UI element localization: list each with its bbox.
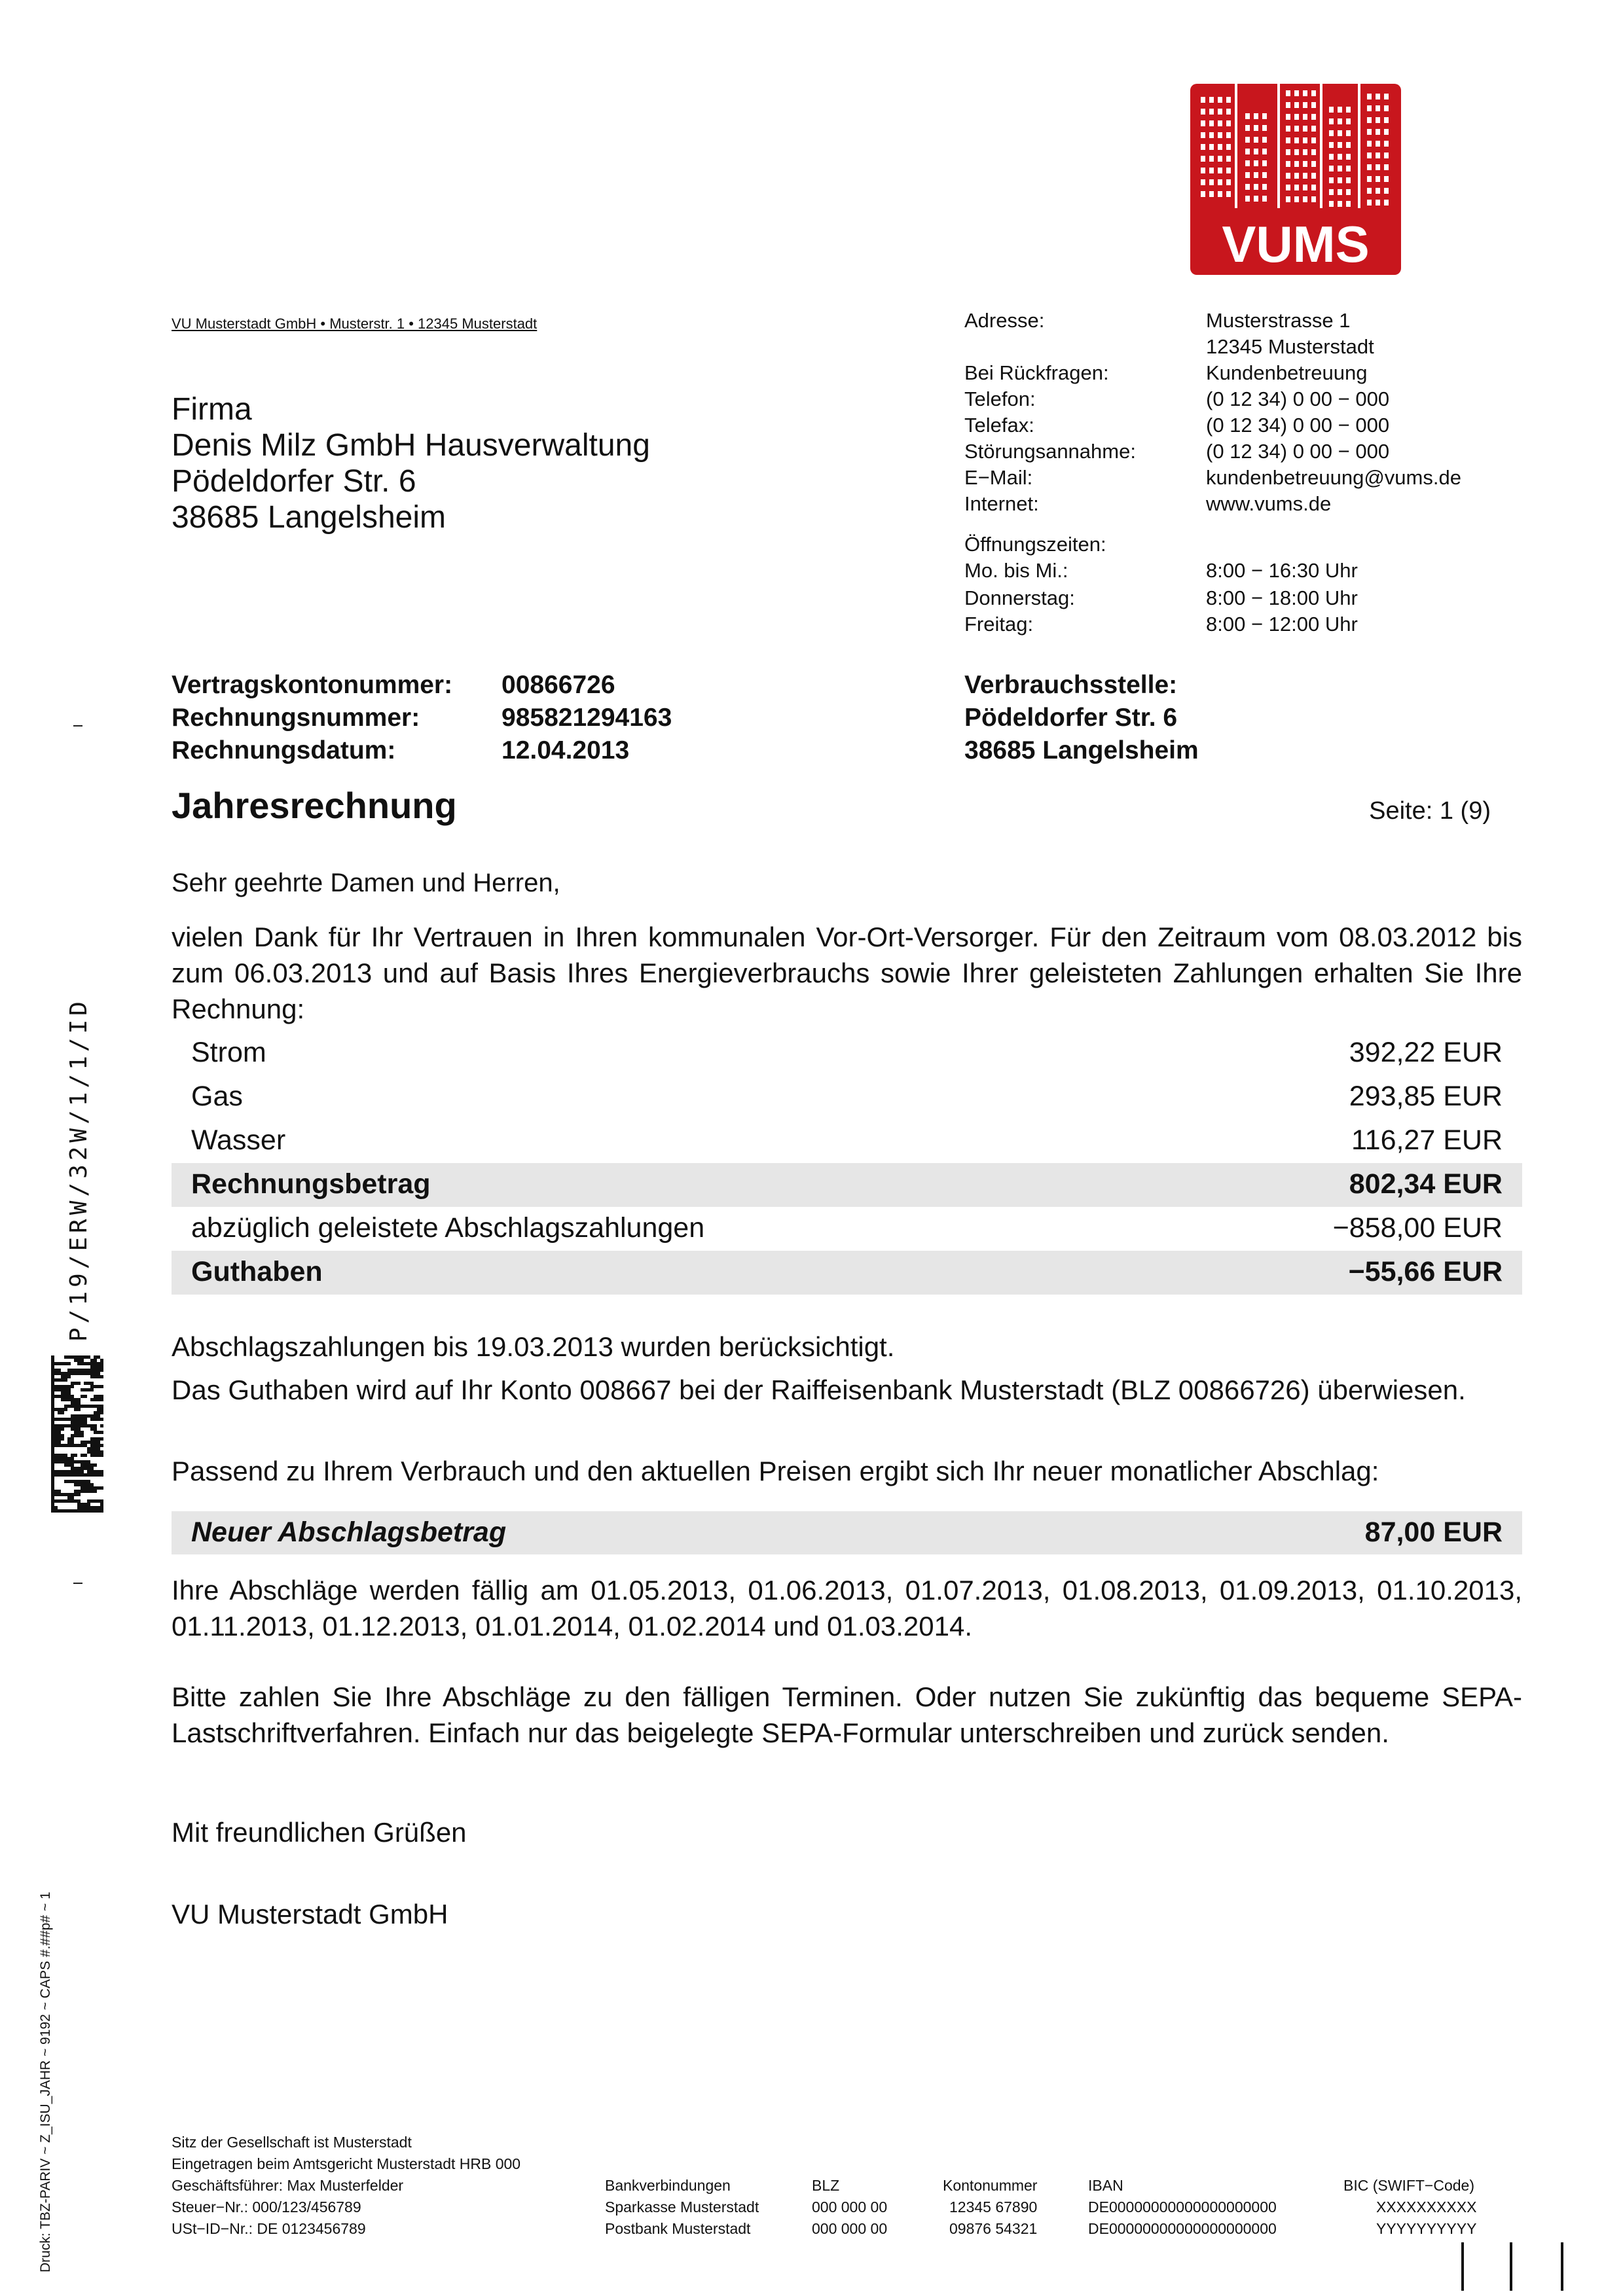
contact-label: Bei Rückfragen: (964, 361, 1109, 384)
contact-value: (0 12 34) 0 00 − 000 (1206, 387, 1390, 410)
footer-bank-header: Bankverbindungen (605, 2177, 731, 2194)
print-note: Druck: TBZ-PARIV ~ Z_ISU_JAHR ~ 9192 ~ CAPS #.##p# ~ 1 (38, 1892, 53, 2272)
contact-label: Telefon: (964, 387, 1036, 410)
contact-label: Mo. bis Mi.: (964, 559, 1068, 582)
footer-bank-iban: DE00000000000000000000 (1088, 2198, 1277, 2215)
amount-label: Wasser (191, 1124, 286, 1156)
footer-bank-header: BLZ (812, 2177, 840, 2194)
contract-account-number: 00866726 (501, 671, 615, 699)
omr-mark (1510, 2242, 1512, 2291)
contact-label: E−Mail: (964, 466, 1033, 489)
contact-label: Öffnungszeiten: (964, 533, 1106, 556)
amount-label: Rechnungsbetrag (191, 1168, 431, 1200)
recipient-line: 38685 Langelsheim (172, 500, 446, 535)
consumption-point-label: Verbrauchsstelle: (964, 671, 1178, 699)
recipient-address (172, 391, 650, 535)
footer-bank-header: Kontonummer (943, 2177, 1038, 2194)
invoice-total-row (172, 1163, 1522, 1207)
contact-label: Freitag: (964, 613, 1034, 636)
fold-mark (73, 725, 82, 726)
amount-row (172, 1207, 1522, 1251)
recipient-line: Firma (172, 392, 252, 427)
amount-label: Gas (191, 1081, 243, 1112)
amount-value: 293,85 EUR (1349, 1081, 1503, 1112)
recipient-line: Denis Milz GmbH Hausverwaltung (172, 428, 650, 463)
amounts-table (172, 1031, 1522, 1295)
consumption-point-street: Pödeldorfer Str. 6 (964, 704, 1178, 732)
email-link[interactable]: kundenbetreuung@vums.de (1206, 466, 1461, 489)
footer-bank-name: Postbank Musterstadt (605, 2220, 751, 2237)
contact-label: Adresse: (964, 309, 1045, 332)
contact-label: Internet: (964, 492, 1039, 515)
footer-bank-bic: XXXXXXXXXX (1376, 2198, 1477, 2215)
amount-row (172, 1119, 1522, 1163)
contact-value: Musterstrasse 1 (1206, 309, 1351, 332)
data-matrix-code (51, 1355, 103, 1513)
closing: Mit freundlichen Grüßen (172, 1817, 467, 1848)
reference-label: Rechnungsdatum: (172, 736, 396, 764)
footer-company-line: Geschäftsführer: Max Musterfelder (172, 2177, 404, 2194)
footer-bank-account: 09876 54321 (949, 2220, 1038, 2237)
footer-bank-header: BIC (SWIFT−Code) (1343, 2177, 1475, 2194)
vums-logo (1190, 84, 1401, 275)
contact-label: Telefax: (964, 414, 1034, 437)
amount-value: −55,66 EUR (1348, 1256, 1503, 1287)
amount-value: 802,34 EUR (1349, 1168, 1503, 1200)
new-rate-value: 87,00 EUR (1364, 1516, 1503, 1548)
footer-bank-account: 12345 67890 (949, 2198, 1038, 2215)
reference-label: Rechnungsnummer: (172, 704, 420, 732)
website-link[interactable]: www.vums.de (1206, 492, 1332, 515)
new-rate-label: Neuer Abschlagsbetrag (191, 1516, 507, 1548)
fold-mark (73, 1583, 82, 1584)
signature: VU Musterstadt GmbH (172, 1899, 448, 1929)
side-code (65, 997, 105, 1342)
contact-label: Donnerstag: (964, 586, 1075, 609)
footer-company-line: Sitz der Gesellschaft ist Musterstadt (172, 2134, 412, 2151)
footer-bank-header: IBAN (1088, 2177, 1123, 2194)
contact-value: (0 12 34) 0 00 − 000 (1206, 414, 1390, 437)
recipient-line: Pödeldorfer Str. 6 (172, 464, 416, 499)
contact-value: 8:00 − 16:30 Uhr (1206, 559, 1358, 582)
new-rate-note: Passend zu Ihrem Verbrauch und den aktuellen Preisen ergibt sich Ihr neuer monatlicher Abschlag: (172, 1456, 1379, 1486)
invoice-number: 985821294163 (501, 704, 672, 732)
omr-mark (1561, 2242, 1563, 2291)
reference-label: Vertragskontonummer: (172, 671, 453, 699)
footer-bank-blz: 000 000 00 (812, 2198, 888, 2215)
refund-note: Das Guthaben wird auf Ihr Konto 008667 bei der Raiffeisenbank Musterstadt (BLZ 00866726) überwiesen. (172, 1374, 1466, 1405)
amount-row (172, 1075, 1522, 1119)
footer-bank-name: Sparkasse Musterstadt (605, 2198, 759, 2215)
new-rate-row (172, 1511, 1522, 1554)
invoice-date: 12.04.2013 (501, 736, 630, 764)
amount-value: −858,00 EUR (1332, 1212, 1503, 1244)
due-dates-paragraph: Ihre Abschläge werden fällig am 01.05.2013, 01.06.2013, 01.07.2013, 01.08.2013, 01.09.2013, 01.10.2013, 01.11.2013, 01.12.2013, 01.01.2014, 01.02.2014 und 01.03.2014. (172, 1575, 1522, 1641)
credit-row (172, 1251, 1522, 1295)
footer-company-line: USt−ID−Nr.: DE 0123456789 (172, 2220, 366, 2237)
contact-value: (0 12 34) 0 00 − 000 (1206, 440, 1390, 463)
sender-line: VU Musterstadt GmbH • Musterstr. 1 • 12345 Musterstadt (172, 315, 538, 332)
intro-paragraph: vielen Dank für Ihr Vertrauen in Ihren kommunalen Vor-Ort-Versorger. Für den Zeitraum vom 08.03.2012 bis zum 06.03.2013 und auf Basis Ihres Energieverbrauchs sowie Ihrer geleisteten Zahlungen erhalten Sie Ihre Rechnung: (172, 922, 1522, 1024)
footer-bank-blz: 000 000 00 (812, 2220, 888, 2237)
consumption-point-city: 38685 Langelsheim (964, 736, 1199, 764)
contact-value: Kundenbetreuung (1206, 361, 1368, 384)
footer-bank-iban: DE00000000000000000000 (1088, 2220, 1277, 2237)
contact-value: 8:00 − 18:00 Uhr (1206, 586, 1358, 609)
footer-company-line: Eingetragen beim Amtsgericht Musterstadt HRB 000 (172, 2155, 521, 2172)
amount-label: Strom (191, 1037, 266, 1068)
omr-mark (1461, 2242, 1464, 2291)
amount-label: Guthaben (191, 1256, 323, 1287)
footer-bank-bic: YYYYYYYYYY (1376, 2220, 1477, 2237)
document-title: Jahresrechnung (172, 785, 457, 826)
contact-value: 12345 Musterstadt (1206, 335, 1374, 358)
contact-label: Störungsannahme: (964, 440, 1136, 463)
amount-label: abzüglich geleistete Abschlagszahlungen (191, 1212, 705, 1244)
contact-value: 8:00 − 12:00 Uhr (1206, 613, 1358, 636)
side-code-text: P/19/ERW/32W/1/1/ID (65, 997, 92, 1342)
amount-row (172, 1031, 1522, 1075)
payments-note: Abschlagszahlungen bis 19.03.2013 wurden berücksichtigt. (172, 1331, 895, 1362)
amount-value: 116,27 EUR (1351, 1124, 1503, 1156)
footer-company-line: Steuer−Nr.: 000/123/456789 (172, 2198, 361, 2215)
salutation: Sehr geehrte Damen und Herren, (172, 869, 560, 897)
page-indicator: Seite: 1 (9) (1369, 797, 1491, 825)
amount-value: 392,22 EUR (1349, 1037, 1503, 1068)
sepa-paragraph: Bitte zahlen Sie Ihre Abschläge zu den fälligen Terminen. Oder nutzen Sie zukünftig das bequeme SEPA-Lastschriftverfahren. Einfach nur das beigelegte SEPA-Formular unterschreiben und zurück senden. (172, 1681, 1522, 1748)
logo-text: VUMS (1222, 215, 1370, 273)
